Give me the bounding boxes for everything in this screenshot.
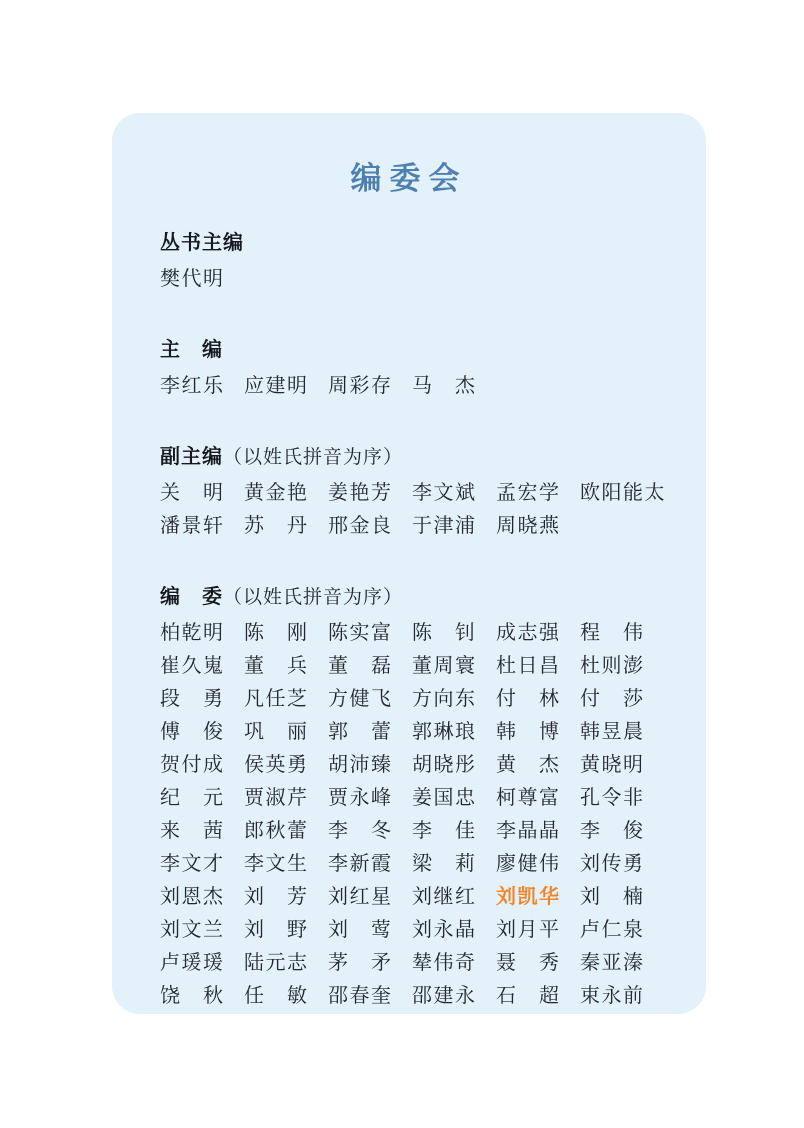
editor-name: 杜日昌 <box>496 655 561 677</box>
editor-name: 陈 钊 <box>412 622 477 644</box>
name-row <box>160 953 658 973</box>
editor-name: 刘 楠 <box>580 886 645 908</box>
editor-name: 董 兵 <box>244 655 309 677</box>
section-heading-line <box>160 226 658 255</box>
name-row <box>160 516 658 536</box>
editor-name: 胡沛臻 <box>328 754 393 776</box>
editor-name: 付 林 <box>496 688 561 710</box>
name-row <box>160 920 658 940</box>
editor-name: 应建明 <box>244 375 309 397</box>
name-row <box>160 722 658 742</box>
editor-name: 黄金艳 <box>244 482 309 504</box>
editor-name: 刘继红 <box>412 886 477 908</box>
editor-name: 刘文兰 <box>160 919 225 941</box>
editor-name: 石 超 <box>496 985 561 1007</box>
editor-name: 梁 莉 <box>412 853 477 875</box>
editor-name: 李 冬 <box>328 820 393 842</box>
editor-name: 韩昱晨 <box>580 721 645 743</box>
editor-name: 陆元志 <box>244 952 309 974</box>
editor-name: 柯尊富 <box>496 787 561 809</box>
editor-name: 贾永峰 <box>328 787 393 809</box>
editor-name: 韩 博 <box>496 721 561 743</box>
editor-name: 侯英勇 <box>244 754 309 776</box>
editor-name: 任 敏 <box>244 985 309 1007</box>
name-row <box>160 269 658 289</box>
section-heading-line <box>160 580 658 609</box>
editor-name: 贺付成 <box>160 754 225 776</box>
editor-name: 黄 杰 <box>496 754 561 776</box>
name-row <box>160 376 658 396</box>
editor-name: 方健飞 <box>328 688 393 710</box>
editor-name: 秦亚溱 <box>580 952 645 974</box>
section-heading: 编 委 <box>160 586 223 608</box>
editor-name: 姜国忠 <box>412 787 477 809</box>
editor-name: 聂 秀 <box>496 952 561 974</box>
editor-name: 李文才 <box>160 853 225 875</box>
name-row <box>160 986 658 1006</box>
editor-name: 邢金良 <box>328 515 393 537</box>
editor-name: 傅 俊 <box>160 721 225 743</box>
editor-name: 刘红星 <box>328 886 393 908</box>
name-row <box>160 854 658 874</box>
editor-name: 孟宏学 <box>496 482 561 504</box>
editor-name: 段 勇 <box>160 688 225 710</box>
section-heading: 主 编 <box>160 339 223 361</box>
sections-container <box>160 226 666 1007</box>
editor-name: 杜则澎 <box>580 655 645 677</box>
editor-name: 陈 刚 <box>244 622 309 644</box>
editor-name: 来 茜 <box>160 820 225 842</box>
editor-name: 周彩存 <box>328 375 393 397</box>
editor-name: 于津浦 <box>412 515 477 537</box>
editor-name-highlighted: 刘凯华 <box>496 886 561 908</box>
section-committee-members <box>160 580 658 1006</box>
editor-name: 欧阳能太 <box>580 482 666 504</box>
editor-name: 饶 秋 <box>160 985 225 1007</box>
editor-name: 廖健伟 <box>496 853 561 875</box>
editor-name: 李 俊 <box>580 820 645 842</box>
editor-name: 胡晓彤 <box>412 754 477 776</box>
editor-name: 郭 蕾 <box>328 721 393 743</box>
editor-name: 束永前 <box>580 985 645 1007</box>
editorial-board-card <box>112 113 706 1014</box>
editor-name: 辇伟奇 <box>412 952 477 974</box>
editor-name: 李晶晶 <box>496 820 561 842</box>
name-row <box>160 689 658 709</box>
editor-name: 李 佳 <box>412 820 477 842</box>
section-chief-editors <box>160 333 658 396</box>
editor-name: 董周寰 <box>412 655 477 677</box>
section-heading: 副主编 <box>160 446 223 468</box>
editor-name: 邵建永 <box>412 985 477 1007</box>
editor-name: 柏乾明 <box>160 622 225 644</box>
editor-name: 刘恩杰 <box>160 886 225 908</box>
section-heading-line <box>160 440 658 469</box>
editor-name: 周晓燕 <box>496 515 561 537</box>
editor-name: 卢瑗瑗 <box>160 952 225 974</box>
editor-name: 程 伟 <box>580 622 645 644</box>
editor-name: 茅 矛 <box>328 952 393 974</box>
section-heading-line <box>160 333 658 362</box>
editor-name: 董 磊 <box>328 655 393 677</box>
editor-name: 刘月平 <box>496 919 561 941</box>
editor-name: 刘传勇 <box>580 853 645 875</box>
name-row <box>160 623 658 643</box>
editor-name: 刘 芳 <box>244 886 309 908</box>
name-row <box>160 656 658 676</box>
section-heading: 丛书主编 <box>160 232 244 254</box>
editor-name: 邵春奎 <box>328 985 393 1007</box>
editor-name: 刘 野 <box>244 919 309 941</box>
editor-name: 黄晓明 <box>580 754 645 776</box>
editor-name: 郎秋蕾 <box>244 820 309 842</box>
editor-name: 孔令非 <box>580 787 645 809</box>
editor-name: 凡任芝 <box>244 688 309 710</box>
editor-name: 纪 元 <box>160 787 225 809</box>
editor-name: 卢仁泉 <box>580 919 645 941</box>
editor-name: 关 明 <box>160 482 225 504</box>
editor-name: 马 杰 <box>412 375 477 397</box>
section-deputy-chief-editors <box>160 440 666 537</box>
editor-name: 方向东 <box>412 688 477 710</box>
editor-name: 郭琳琅 <box>412 721 477 743</box>
editor-name: 苏 丹 <box>244 515 309 537</box>
sort-order-note: （以姓氏拼音为序） <box>223 447 404 468</box>
name-row <box>160 887 658 907</box>
editor-name: 刘 莺 <box>328 919 393 941</box>
editor-name: 李红乐 <box>160 375 225 397</box>
editor-name: 崔久嵬 <box>160 655 225 677</box>
editor-name: 李文斌 <box>412 482 477 504</box>
editor-name: 巩 丽 <box>244 721 309 743</box>
editor-name: 樊代明 <box>160 268 225 290</box>
editor-name: 贾淑芹 <box>244 787 309 809</box>
name-row <box>160 482 666 504</box>
editor-name: 成志强 <box>496 622 561 644</box>
editor-name: 李新霞 <box>328 853 393 875</box>
editor-name: 姜艳芳 <box>328 482 393 504</box>
editor-name: 潘景轩 <box>160 515 225 537</box>
name-row <box>160 788 658 808</box>
editor-name: 刘永晶 <box>412 919 477 941</box>
name-row <box>160 755 658 775</box>
editor-name: 陈实富 <box>328 622 393 644</box>
name-row <box>160 821 658 841</box>
page-title: 编委会 <box>350 161 468 196</box>
editor-name: 李文生 <box>244 853 309 875</box>
sort-order-note: （以姓氏拼音为序） <box>223 587 404 608</box>
editor-name: 付 莎 <box>580 688 645 710</box>
section-series-chief-editor <box>160 226 658 289</box>
